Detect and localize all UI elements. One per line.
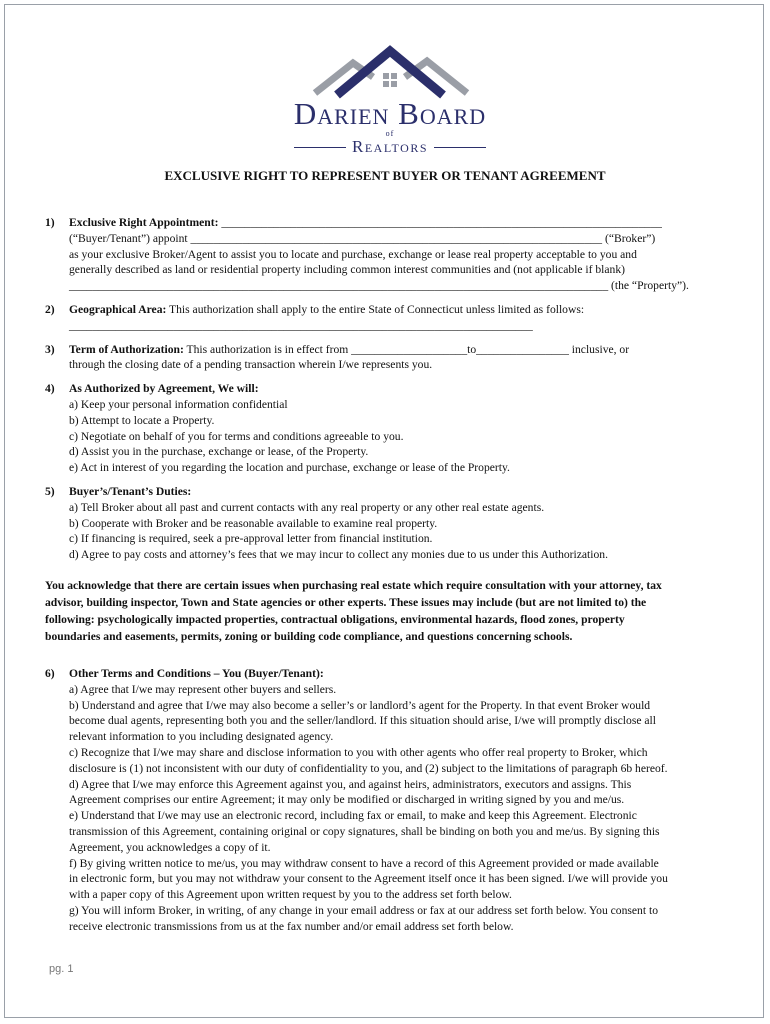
- term-line: b) Understand and agree that I/we may also become a seller’s or landlord’s agent for the Property. In that event Broker would: [69, 698, 651, 712]
- list-item: a) Keep your personal information confidential: [69, 397, 288, 411]
- section-buyer-duties: [45, 484, 725, 563]
- section-exclusive-right: [45, 215, 725, 294]
- section-heading: Other Terms and Conditions – You (Buyer/Tenant):: [69, 666, 324, 680]
- list-item: d) Assist you in the purchase, exchange or lease, of the Property.: [69, 445, 369, 459]
- list-item: c) If financing is required, seek a pre-approval letter from financial institution.: [69, 532, 433, 546]
- list-item: c) Negotiate on behalf of you for terms and conditions agreeable to you.: [69, 429, 404, 443]
- acknowledgment-notice: [45, 577, 725, 645]
- logo-line-3: Realtors: [351, 137, 429, 156]
- term-line: Agreement, you acknowledges a copy of it.: [69, 840, 271, 854]
- term-line: d) Agree that I/we may enforce this Agreement against you, and against heirs, administrators, executors and assigns. This: [69, 777, 632, 791]
- term-line: disclosure is (1) not inconsistent with our duty of confidentiality to you, and (2) subject to the limitations of paragraph 6b hereof.: [69, 761, 668, 775]
- term-line: a) Agree that I/we may represent other buyers and sellers.: [69, 682, 337, 696]
- section-heading: As Authorized by Agreement, We will:: [69, 382, 259, 396]
- term-line: g) You will inform Broker, in writing, of any change in your email address or fax at our address set forth below. You consent to: [69, 903, 658, 917]
- section-number: 1): [45, 216, 55, 229]
- buyer-name-blank[interactable]: ____________________________________________________________________________: [218, 216, 662, 229]
- section-text: generally described as land or residential property including common interest communities and (not applicable if blank): [69, 263, 626, 277]
- notice-line: boundaries and easements, permits, zoning or building code compliance, and questions concerning schools.: [45, 629, 573, 643]
- logo-line-3-row: [275, 137, 505, 157]
- term-line: e) Understand that I/we may use an electronic record, including fax or email, to make and keep this Agreement. Electronic: [69, 809, 637, 823]
- notice-line: You acknowledge that there are certain issues when purchasing real estate which require consultation with your attorney, tax: [45, 578, 662, 592]
- section-heading: Exclusive Right Appointment:: [69, 216, 219, 229]
- logo-line-2: of: [385, 129, 395, 138]
- section-number: 2): [45, 302, 55, 316]
- term-line: in electronic form, but you may not withdraw your consent to the Agreement itself once it has been signed. I/we will provide you: [69, 872, 668, 886]
- broker-line[interactable]: (“Buyer/Tenant”) appoint _______________________________________________________________________ (“Broker”): [69, 231, 656, 245]
- term-line: f) By giving written notice to me/us, you may withdraw consent to have a record of this Agreement provided or made available: [69, 856, 659, 870]
- section-geographical-area: [45, 302, 725, 334]
- logo-line-1: Darien Board: [293, 96, 487, 131]
- section-heading: Buyer’s/Tenant’s Duties:: [69, 484, 192, 498]
- section-text: as your exclusive Broker/Agent to assist you to locate and purchase, exchange or lease real property acceptable to you and: [69, 247, 637, 261]
- term-line: relevant information to you including designated agency.: [69, 730, 334, 744]
- section-number: 5): [45, 484, 55, 498]
- notice-line: advisor, building inspector, Town and State agencies or other experts. These issues may include (but are not limited to) the: [45, 595, 647, 609]
- section-term-of-authorization: [45, 342, 725, 374]
- logo-rule-left: [294, 147, 346, 148]
- logo-wordmark: [275, 97, 505, 157]
- term-line: with a paper copy of this Agreement upon written request by you to the address set forth below.: [69, 888, 512, 902]
- logo-rule-right: [434, 147, 486, 148]
- term-dates-blank[interactable]: This authorization is in effect from ____________________to________________ inclusive, or: [183, 342, 630, 356]
- term-line: transmission of this Agreement, containing original or copy signatures, shall be binding on both you and me/us. By signing this: [69, 824, 660, 838]
- section-other-terms: [45, 666, 725, 935]
- agreement-body: [45, 215, 725, 942]
- list-item: e) Act in interest of you regarding the location and purchase, exchange or lease of the Property.: [69, 461, 510, 475]
- page-number: pg. 1: [49, 963, 74, 975]
- document-title: EXCLUSIVE RIGHT TO REPRESENT BUYER OR TENANT AGREEMENT: [164, 168, 606, 183]
- list-item: b) Attempt to locate a Property.: [69, 413, 215, 427]
- section-text: through the closing date of a pending transaction wherein I/we represents you.: [69, 358, 433, 372]
- area-limit-blank[interactable]: ________________________________________________________________________________: [69, 318, 533, 332]
- section-heading: Geographical Area:: [69, 302, 167, 316]
- house-roof-icon: [275, 43, 505, 101]
- term-line: c) Recognize that I/we may share and disclose information to you with other agents who offer real property to Broker, which: [69, 745, 648, 759]
- term-line: become dual agents, representing both you and the seller/landlord. If this situation should arise, I/we will promptly disclose all: [69, 714, 656, 728]
- darien-board-logo: [275, 43, 505, 163]
- document-page: [4, 4, 764, 1018]
- list-item: b) Cooperate with Broker and be reasonable available to examine real property.: [69, 516, 438, 530]
- list-item: d) Agree to pay costs and attorney’s fees that we may incur to collect any monies due to us under this Authorization.: [69, 548, 608, 562]
- notice-line: following: psychologically impacted properties, contractual obligations, environmental hazards, flood zones, property: [45, 612, 625, 626]
- term-line: receive electronic transmissions from us at the fax number and/or email address set forth below.: [69, 919, 514, 933]
- section-text: This authorization shall apply to the entire State of Connecticut unless limited as follows:: [166, 302, 585, 316]
- term-line: Agreement comprises our entire Agreement; it may only be modified or discharged in writing signed by you and me/us.: [69, 793, 625, 807]
- section-number: 3): [45, 342, 55, 356]
- section-heading: Term of Authorization:: [69, 342, 184, 356]
- section-number: 6): [45, 666, 55, 680]
- section-as-authorized: [45, 381, 725, 476]
- section-number: 4): [45, 382, 55, 396]
- list-item: a) Tell Broker about all past and current contacts with any real property or any other real estate agents.: [69, 500, 545, 514]
- property-blank[interactable]: _____________________________________________________________________________________________ (the “Property”).: [69, 279, 689, 293]
